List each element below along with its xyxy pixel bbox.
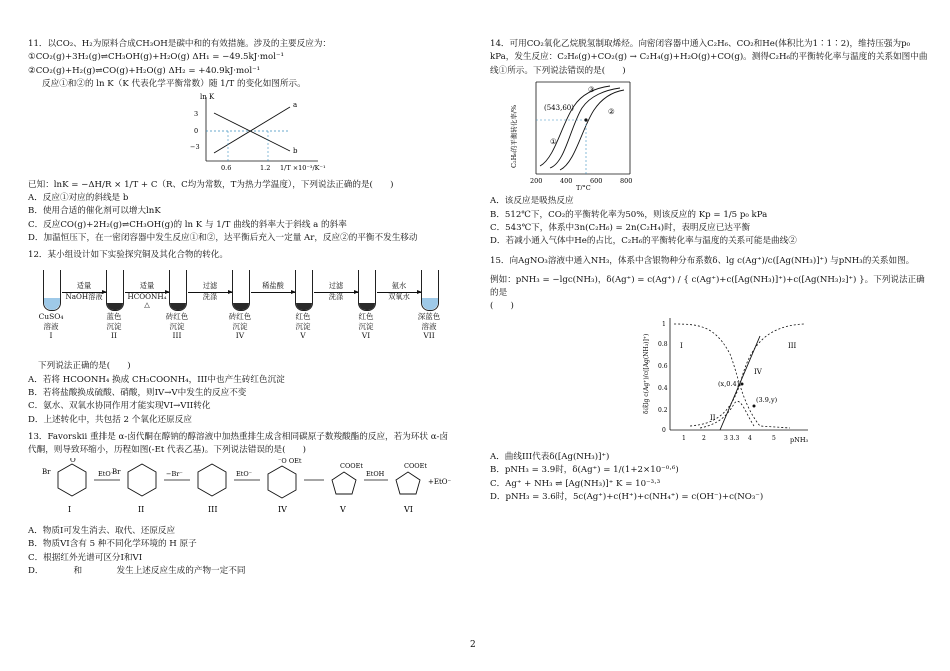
tube-6 <box>358 270 376 311</box>
tube-3 <box>169 270 187 311</box>
step-1: 适量 NaOH溶液 <box>62 282 106 301</box>
tube-label-3: 砖红色 沉淀 III <box>165 312 189 341</box>
svg-text:VI: VI <box>404 504 413 514</box>
svg-text:0.6: 0.6 <box>221 164 232 173</box>
page-number: 2 <box>470 640 476 650</box>
tube-5 <box>295 270 313 311</box>
left-column <box>28 0 456 578</box>
tube-liquid <box>170 303 186 310</box>
q15-example: 例如：pNH₃ = −lgc(NH₃)，δ(Ag⁺) = c(Ag⁺) / { c(Ag⁺)+c([Ag(NH₃)]⁺)+c([Ag(NH₃)₂]⁺) }。下列说法正确的是 <box>490 274 925 299</box>
svg-text:EtOH: EtOH <box>366 469 385 478</box>
q14-graph-xlabel: T/°C <box>576 183 591 190</box>
svg-text:200: 200 <box>530 176 543 185</box>
q15-option-a: A．曲线III代表δ([Ag(NH₃)]⁺) <box>490 452 610 463</box>
tube-label-5: 红色 沉淀 V <box>295 312 311 341</box>
q11-stem: 11．以CO₂、H₂为原料合成CH₃OH是碳中和的有效措施。涉及的主要反应为： <box>28 39 332 49</box>
svg-text:b: b <box>293 147 298 156</box>
svg-text:Br: Br <box>112 467 121 476</box>
q11-description: 反应①和②的 ln K（K 代表化学平衡常数）随 1/T 的变化如图所示。 <box>42 78 306 89</box>
q14-option-a: A．该反应是吸热反应 <box>490 196 574 207</box>
q15-option-b: B．pNH₃ = 3.9时，δ(Ag⁺) = 1/(1+2×10⁻⁰·⁶) <box>490 465 679 476</box>
q15-paren: ( ) <box>490 301 514 312</box>
step-6: 氨水 双氧水 <box>377 282 421 301</box>
svg-text:EtO⁻: EtO⁻ <box>98 469 115 478</box>
svg-text:3 3.3: 3 3.3 <box>724 434 740 442</box>
q12-option-d: D．上述转化中，共包括 2 个氧化还原反应 <box>28 414 192 425</box>
q11-option-a: A．反应①对应的斜线是 b <box>28 192 129 203</box>
svg-text:0: 0 <box>194 127 199 136</box>
q12-option-c: C．氨水、双氧水协同作用才能实现VI→VII转化 <box>28 401 211 412</box>
q11-reaction-2: ②CO₂(g)+H₂(g)⇌CO(g)+H₂O(g) ΔH₂ = +40.9kJ·mol⁻¹ <box>28 65 261 76</box>
q14-stem: 14．可用CO₂氧化乙烷脱氢制取烯烃。向密闭容器中通入C₂H₆、CO₂和He(体积比为1∶1∶2)，维持压强为p₀ kPa，发生反应：C₂H₆(g)+CO₂(g) → C₂H₄(g)+H₂O(g)+CO(g)。测得C₂H₆的平衡转化率与温度的关系如图中曲线①所示。下列说法错误的是( ) <box>490 39 928 76</box>
q13-stem: 13．Favorskii 重排是 α-卤代酮在醇钠的醇溶液中加热重排生成含相同碳原子数羧酸酯的反应，若为环状 α-卤代酮，则导致环缩小，历程如图(-Et 代表乙基)。下列说法错误的是( ) <box>28 432 449 456</box>
q15-option-c: C．Ag⁺ + NH₃ ⇌ [Ag(NH₃)]⁺ K = 10⁻³·³ <box>490 478 661 489</box>
tube-4 <box>232 270 250 311</box>
step-5: 过滤 洗涤 <box>314 282 358 301</box>
q14-option-d: D．若减小通入气体中He的占比，C₂H₆的平衡转化率与温度的关系可能是曲线② <box>490 236 797 247</box>
q13-option-b: B．物质VI含有 5 种不同化学环境的 H 原子 <box>28 539 197 550</box>
q11-graph-xlabel: 1/T ×10⁻³/K⁻¹ <box>280 164 326 173</box>
q15-graph-ylabel: δ或lg c(Ag⁺)/c([Ag(NH₃)]⁺) <box>643 333 650 414</box>
svg-text:EtO⁻: EtO⁻ <box>236 469 253 478</box>
svg-text:2: 2 <box>702 434 706 442</box>
q15-graph-xlabel: pNH₃ <box>790 435 809 444</box>
svg-text:II: II <box>138 504 145 514</box>
svg-text:0.4: 0.4 <box>658 384 668 392</box>
tube-label-2: 蓝色 沉淀 II <box>106 312 122 341</box>
svg-text:IV: IV <box>754 367 762 376</box>
step-3: 过滤 洗涤 <box>188 282 232 301</box>
svg-text:I: I <box>680 341 683 350</box>
svg-text:0: 0 <box>662 426 666 434</box>
svg-text:①: ① <box>550 136 557 146</box>
q13-mechanism-diagram <box>28 458 456 520</box>
svg-text:V: V <box>340 504 346 514</box>
q15-stem: 15．向AgNO₃溶液中通入NH₃，体系中含银物种分布系数δ、lg c(Ag⁺)/c([Ag(NH₃)]⁺) 与pNH₃的关系如图。 <box>490 255 915 266</box>
q11-reaction-1: ①CO₂(g)+3H₂(g)⇌CH₃OH(g)+H₂O(g) ΔH₁ = −49.5kJ·mol⁻¹ <box>28 52 284 63</box>
q15-distribution-graph <box>490 314 930 446</box>
step-2: 适量 HCOONH₄ △ <box>125 282 169 309</box>
svg-text:−Br⁻: −Br⁻ <box>166 469 183 478</box>
tube-liquid <box>422 298 438 310</box>
svg-text:0.6: 0.6 <box>658 362 668 370</box>
svg-text:(543,60): (543,60) <box>544 103 574 112</box>
q11-known: 已知：lnK = −ΔH/R × 1/T + C（R、C均为常数，T为热力学温度），下列说法正确的是( ) <box>28 179 394 190</box>
svg-text:3: 3 <box>194 110 199 119</box>
q11-lnk-graph <box>28 91 456 173</box>
q13-option-d: D． 和 发生上述反应生成的产物一定不同 <box>28 565 246 576</box>
svg-text:⁻O OEt: ⁻O OEt <box>278 457 302 465</box>
svg-text:②: ② <box>608 106 615 116</box>
svg-text:③: ③ <box>588 84 595 94</box>
svg-text:a: a <box>293 101 298 110</box>
svg-text:−3: −3 <box>190 143 200 152</box>
q12-option-a: A．若将 HCOONH₄ 换成 CH₃COONH₄，III中也产生砖红色沉淀 <box>28 374 285 385</box>
q12-ask: 下列说法正确的是( ) <box>38 361 131 372</box>
tube-label-6: 红色 沉淀 VI <box>358 312 374 341</box>
svg-text:I: I <box>68 504 72 514</box>
svg-text:1: 1 <box>682 434 686 442</box>
svg-text:(3.9,y): (3.9,y) <box>756 395 778 404</box>
q11-graph-ylabel: ln K <box>200 93 215 102</box>
svg-text:O: O <box>70 457 76 464</box>
q12-flow-diagram <box>28 262 456 360</box>
svg-text:Br: Br <box>42 467 51 476</box>
tube-liquid <box>296 303 312 310</box>
svg-text:400: 400 <box>560 176 573 185</box>
svg-text:COOEt: COOEt <box>404 461 427 470</box>
svg-text:0.2: 0.2 <box>658 406 668 414</box>
q12-option-b: B．若将盐酸换成硫酸、硝酸，则IV→V中发生的反应不变 <box>28 388 247 399</box>
svg-text:4: 4 <box>748 434 752 442</box>
svg-text:0.8: 0.8 <box>658 340 668 348</box>
svg-text:COOEt: COOEt <box>340 461 363 470</box>
svg-text:IV: IV <box>278 504 287 514</box>
tube-liquid <box>359 303 375 310</box>
tube-label-1: CuSO₄ 溶液 I <box>38 312 64 341</box>
question-12 <box>28 249 456 427</box>
q12-stem: 12．某小组设计如下实验探究铜及其化合物的转化。 <box>28 250 228 261</box>
right-column <box>490 0 930 504</box>
q11-option-d: D．加温恒压下，在一密闭容器中发生反应①和②，达平衡后充入一定量 Ar，反应②的平衡不发生移动 <box>28 232 418 243</box>
tube-liquid <box>44 298 60 310</box>
svg-text:600: 600 <box>590 176 603 185</box>
tube-label-7: 深蓝色 溶液 VII <box>417 312 441 341</box>
svg-text:800: 800 <box>620 176 633 185</box>
q14-graph-ylabel: C₂H₆的平衡转化率/% <box>510 104 518 168</box>
tube-liquid <box>107 303 123 310</box>
q13-option-a: A．物质I可发生消去、取代、还原反应 <box>28 525 176 536</box>
q14-option-c: C．543℃下，体系中3n(C₂H₆) = 2n(C₂H₄)时，表明反应已达平衡 <box>490 222 751 233</box>
q11-option-c: C．反应CO(g)+2H₂(g)⇌CH₃OH(g)的 ln K 与 1/T 曲线的斜率大于斜线 a 的斜率 <box>28 219 347 230</box>
svg-text:1: 1 <box>662 320 666 328</box>
svg-text:+EtO⁻: +EtO⁻ <box>428 477 452 486</box>
tube-2 <box>106 270 124 311</box>
svg-text:(x,0.4): (x,0.4) <box>718 379 740 388</box>
q14-option-b: B．512℃下，CO₂的平衡转化率为50%，则该反应的 Kp = 1/5 p₀ kPa <box>490 209 768 220</box>
tube-label-4: 砖红色 沉淀 IV <box>228 312 252 341</box>
q14-conversion-graph <box>490 78 930 190</box>
question-13 <box>28 431 456 578</box>
svg-text:III: III <box>788 341 797 350</box>
q11-option-b: B．使用合适的催化剂可以增大lnK <box>28 206 161 217</box>
question-11 <box>28 38 456 245</box>
tube-7 <box>421 270 439 311</box>
tube-1 <box>43 270 61 311</box>
svg-text:II: II <box>710 413 716 422</box>
q13-option-c: C．根据红外光谱可区分I和VI <box>28 552 143 563</box>
svg-text:5: 5 <box>772 434 776 442</box>
question-14 <box>490 38 930 249</box>
q15-option-d: D．pNH₃ = 3.6时，5c(Ag⁺)+c(H⁺)+c(NH₄⁺) = c(OH⁻)+c(NO₃⁻) <box>490 492 764 502</box>
tube-liquid <box>233 303 249 310</box>
svg-text:III: III <box>208 504 218 514</box>
svg-text:1.2: 1.2 <box>260 164 271 173</box>
question-15 <box>490 255 930 505</box>
step-4: 稀盐酸 <box>251 282 295 293</box>
